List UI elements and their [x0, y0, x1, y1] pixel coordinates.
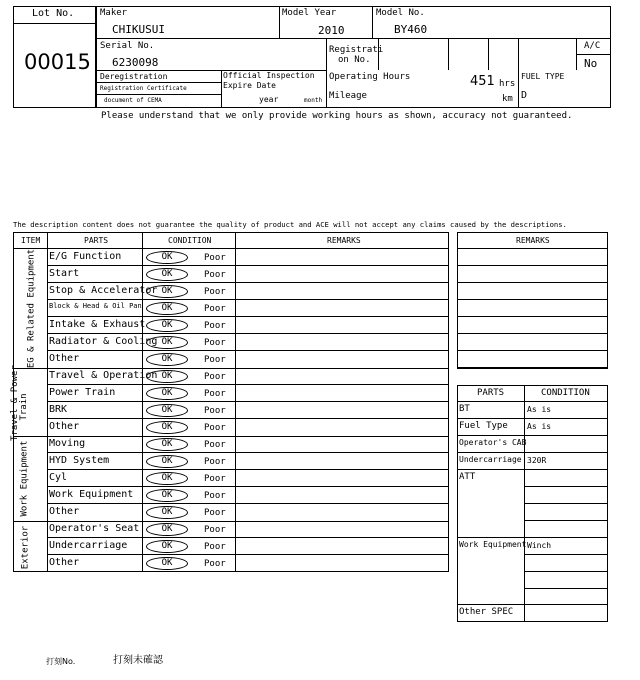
part-name: Intake & Exhaust — [49, 319, 146, 330]
poor-option: Poor — [204, 457, 226, 467]
ok-condition-circle: OK — [146, 506, 188, 519]
part-name: Other — [49, 421, 80, 432]
serial-value: 6230098 — [112, 56, 159, 69]
model-no-label: Model No. — [376, 8, 425, 18]
ac-value: No — [584, 57, 598, 70]
spec-part: Work Equipment — [459, 540, 527, 549]
description-disclaimer: The description content does not guarantee the quality of product and ACE will not accept any claims caused by the descriptions. — [13, 220, 567, 229]
month-label: month — [304, 97, 323, 104]
part-name: Work Equipment — [49, 489, 134, 500]
fuel-type-label: FUEL TYPE — [521, 72, 565, 81]
part-name: E/G Function — [49, 251, 122, 262]
remarks-cell[interactable] — [236, 351, 448, 367]
ac-label: A/C — [584, 41, 601, 51]
ok-condition-circle: OK — [146, 404, 188, 417]
remarks-cell[interactable] — [236, 402, 448, 418]
part-name: Cyl — [49, 472, 68, 483]
ok-condition-circle: OK — [146, 285, 188, 298]
ok-condition-circle: OK — [146, 523, 188, 536]
remarks-cell[interactable] — [236, 300, 448, 316]
poor-option: Poor — [204, 423, 226, 433]
ok-condition-circle: OK — [146, 302, 188, 315]
remarks-header: REMARKS — [327, 236, 361, 245]
remarks-cell[interactable] — [236, 521, 448, 537]
part-name: HYD System — [49, 455, 110, 466]
operating-hours-label: Operating Hours — [329, 72, 411, 82]
model-year-value: 2010 — [318, 24, 345, 37]
group-label-work-equipment: Work Equipment — [19, 440, 30, 517]
ok-condition-circle: OK — [146, 421, 188, 434]
ok-condition-circle: OK — [146, 489, 188, 502]
part-name: Operator's Seat — [49, 523, 140, 534]
ok-condition-circle: OK — [146, 353, 188, 366]
poor-option: Poor — [204, 491, 226, 501]
year-label: year — [259, 95, 279, 104]
item-header: ITEM — [21, 236, 41, 245]
remarks-cell[interactable] — [236, 283, 448, 299]
spec-condition: As is — [527, 405, 552, 414]
model-no-value: BY460 — [394, 23, 428, 36]
spec-condition: As is — [527, 422, 552, 431]
part-name: Moving — [49, 438, 86, 449]
group-label-eg: EG & Related Equipment — [26, 248, 37, 369]
part-name: Other — [49, 557, 80, 568]
spec-condition: Winch — [527, 541, 552, 550]
part-name: Other — [49, 353, 80, 364]
remarks-row-line — [457, 316, 608, 317]
poor-option: Poor — [204, 338, 226, 348]
ok-condition-circle: OK — [146, 472, 188, 485]
working-hours-notice: Please understand that we only provide working hours as shown, accuracy not guaranteed. — [101, 111, 573, 121]
ok-condition-circle: OK — [146, 540, 188, 553]
poor-option: Poor — [204, 287, 226, 297]
mileage-label: Mileage — [329, 91, 367, 101]
remarks-cell[interactable] — [236, 334, 448, 350]
remarks-row-line — [457, 367, 608, 368]
poor-option: Poor — [204, 321, 226, 331]
remarks-cell[interactable] — [236, 470, 448, 486]
inspection-label: Official Inspection — [223, 71, 315, 80]
remarks-row-line — [457, 282, 608, 283]
ok-condition-circle: OK — [146, 268, 188, 281]
part-name: Power Train — [49, 387, 116, 398]
serial-label: Serial No. — [100, 41, 155, 51]
spec-part: Other SPEC — [459, 607, 514, 617]
hrs-unit: hrs — [499, 79, 516, 89]
remarks-cell[interactable] — [236, 419, 448, 435]
spec-part: BT — [459, 404, 470, 414]
part-name: Start — [49, 268, 80, 279]
parts-header: PARTS — [84, 236, 109, 245]
ok-condition-circle: OK — [146, 370, 188, 383]
remarks-cell[interactable] — [236, 266, 448, 282]
poor-option: Poor — [204, 270, 226, 280]
part-name: Other — [49, 506, 80, 517]
poor-option: Poor — [204, 253, 226, 263]
fuel-type-value: D — [521, 90, 528, 101]
spec-part: Operator's CAB — [459, 438, 527, 447]
poor-option: Poor — [204, 372, 226, 382]
poor-option: Poor — [204, 406, 226, 416]
model-year-label: Model Year — [282, 8, 337, 18]
remarks-cell[interactable] — [236, 487, 448, 503]
ok-condition-circle: OK — [146, 438, 188, 451]
registration-certificate-label: Registration Certificate — [100, 85, 187, 92]
part-name: Radiator & Cooling — [49, 336, 158, 347]
spec-condition-header: CONDITION — [541, 388, 590, 398]
spec-part: ATT — [459, 472, 476, 482]
remarks-cell[interactable] — [236, 538, 448, 554]
remarks-row-line — [457, 299, 608, 300]
ok-condition-circle: OK — [146, 319, 188, 332]
spec-part: Fuel Type — [459, 421, 508, 431]
poor-option: Poor — [204, 440, 226, 450]
remarks-row-line — [457, 265, 608, 266]
remarks-row-line — [457, 350, 608, 351]
part-name: Travel & Operation — [49, 370, 158, 381]
remarks-row-line — [457, 333, 608, 334]
ok-condition-circle: OK — [146, 251, 188, 264]
remarks-cell[interactable] — [236, 249, 448, 265]
spec-condition: 320R — [527, 456, 547, 465]
lot-label: Lot No. — [32, 8, 75, 19]
poor-option: Poor — [204, 542, 226, 552]
group-label-travel: Travel & Power Train — [10, 365, 29, 441]
group-label-exterior: Exterior — [20, 525, 31, 570]
side-remarks-header: REMARKS — [516, 236, 550, 245]
ok-condition-circle: OK — [146, 455, 188, 468]
maker-label: Maker — [100, 8, 128, 18]
deregistration-label: Deregistration — [100, 72, 168, 81]
inspection-label-2: Expire Date — [223, 81, 276, 90]
remarks-cell[interactable] — [236, 385, 448, 401]
spec-parts-header: PARTS — [477, 388, 505, 398]
poor-option: Poor — [204, 355, 226, 365]
remarks-cell[interactable] — [236, 504, 448, 520]
km-unit: km — [502, 94, 513, 104]
remarks-cell[interactable] — [236, 453, 448, 469]
part-name: BRK — [49, 404, 68, 415]
part-name: Stop & Accelerator — [49, 285, 158, 296]
condition-header: CONDITION — [168, 236, 212, 245]
operating-hours-value: 451 — [470, 74, 495, 89]
stamp-number-value: 打刻未確認 — [113, 655, 163, 666]
registration-label: Registrati — [329, 45, 384, 55]
cema-label: document of CEMA — [104, 97, 162, 104]
stamp-number-label: 打刻No. — [46, 657, 76, 666]
remarks-cell[interactable] — [236, 436, 448, 452]
ok-condition-circle: OK — [146, 557, 188, 570]
remarks-cell[interactable] — [236, 555, 448, 571]
spec-part: Undercarriage — [459, 455, 522, 464]
ok-condition-circle: OK — [146, 336, 188, 349]
remarks-cell[interactable] — [236, 368, 448, 384]
remarks-cell[interactable] — [236, 317, 448, 333]
poor-option: Poor — [204, 304, 226, 314]
registration-label-2: on No. — [338, 55, 371, 65]
poor-option: Poor — [204, 474, 226, 484]
poor-option: Poor — [204, 525, 226, 535]
poor-option: Poor — [204, 559, 226, 569]
poor-option: Poor — [204, 389, 226, 399]
part-name: Block & Head & Oil Pan — [49, 302, 142, 310]
poor-option: Poor — [204, 508, 226, 518]
part-name: Undercarriage — [49, 540, 128, 551]
ok-condition-circle: OK — [146, 387, 188, 400]
lot-number: 00015 — [24, 50, 91, 74]
maker-value: CHIKUSUI — [112, 23, 165, 36]
